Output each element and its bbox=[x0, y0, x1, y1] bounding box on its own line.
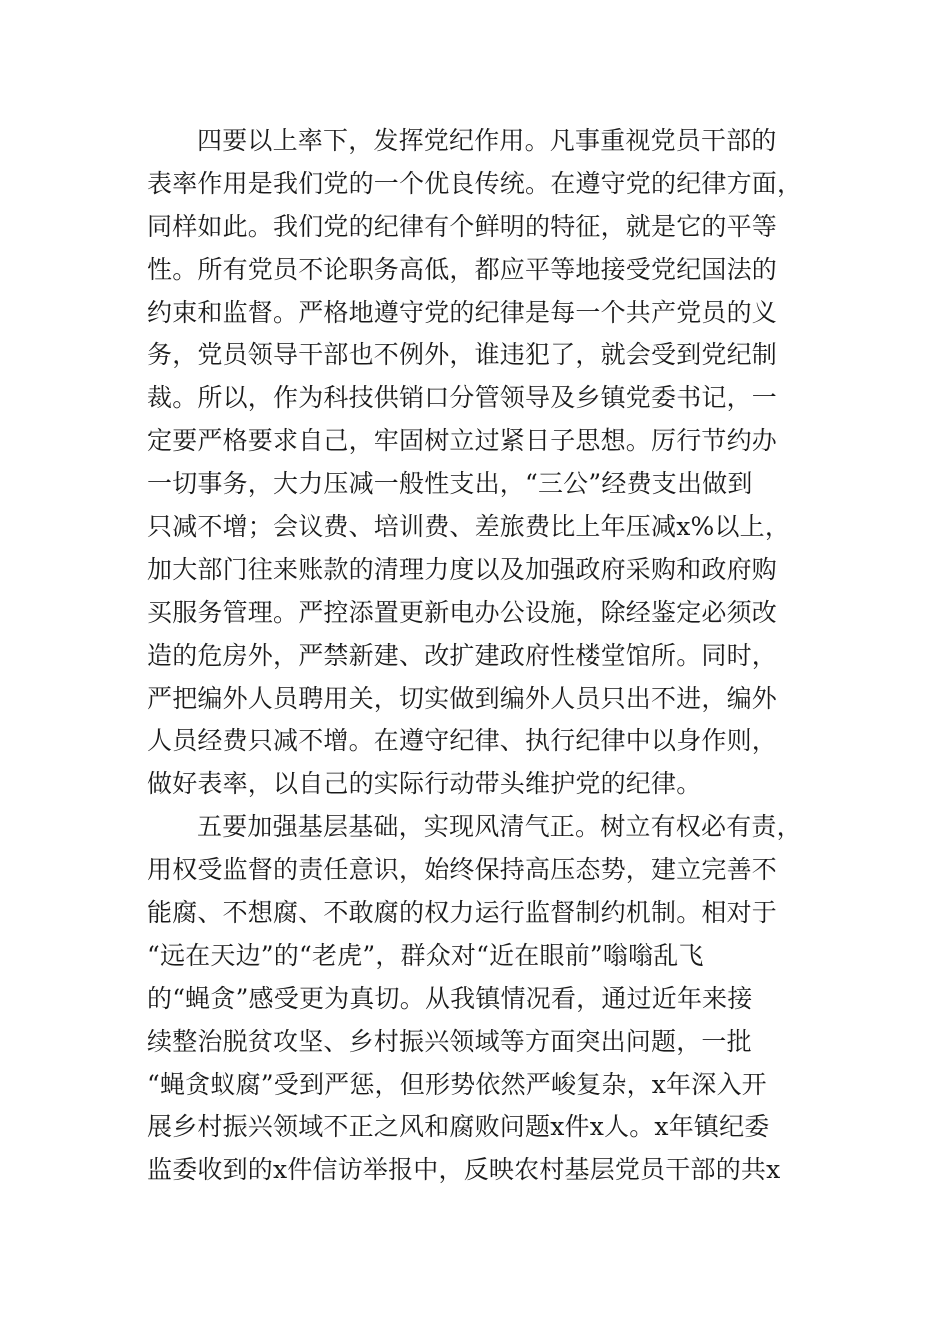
paragraph-1-line-4: 性。所有党员不论职务高低，都应平等地接受党纪国法的 bbox=[147, 254, 778, 284]
paragraph-1-line-12: 买服务管理。严控添置更新电办公设施，除经鉴定必须改 bbox=[147, 597, 778, 627]
paragraph-1-line-3: 同样如此。我们党的纪律有个鲜明的特征，就是它的平等 bbox=[147, 211, 778, 241]
paragraph-1-line-11: 加大部门往来账款的清理力度以及加强政府采购和政府购 bbox=[147, 554, 778, 584]
paragraph-2-line-4: “远在天边”的“老虎”，群众对“近在眼前”嗡嗡乱飞 bbox=[147, 940, 704, 970]
paragraph-2-line-1: 五要加强基层基础，实现风清气正。树立有权必有责， bbox=[197, 812, 802, 842]
paragraph-2-line-7: “蝇贪蚁腐”受到严惩，但形势依然严峻复杂，x年深入开 bbox=[147, 1069, 767, 1099]
paragraph-1-line-14: 严把编外人员聘用关，切实做到编外人员只出不进，编外 bbox=[147, 683, 778, 713]
paragraph-2-line-9: 监委收到的x件信访举报中，反映农村基层党员干部的共x bbox=[147, 1155, 781, 1185]
paragraph-2-line-5: 的“蝇贪”感受更为真切。从我镇情况看，通过近年来接 bbox=[147, 983, 753, 1013]
paragraph-1-line-6: 务，党员领导干部也不例外，谁违犯了，就会受到党纪制 bbox=[147, 340, 778, 370]
document-body bbox=[147, 120, 807, 1192]
paragraph-2-line-3: 能腐、不想腐、不敢腐的权力运行监督制约机制。相对于 bbox=[147, 898, 778, 928]
paragraph-1-line-15: 人员经费只减不增。在遵守纪律、执行纪律中以身作则， bbox=[147, 726, 778, 756]
paragraph-1-line-16: 做好表率，以自己的实际行动带头维护党的纪律。 bbox=[147, 769, 702, 799]
paragraph-1-line-9: 一切事务，大力压减一般性支出，“三公”经费支出做到 bbox=[147, 469, 753, 499]
paragraph-1-line-10: 只减不增；会议费、培训费、差旅费比上年压减x%以上， bbox=[147, 512, 791, 542]
paragraph-2-line-6: 续整治脱贫攻坚、乡村振兴领域等方面突出问题，一批 bbox=[147, 1026, 752, 1056]
paragraph-2-line-2: 用权受监督的责任意识，始终保持高压态势，建立完善不 bbox=[147, 855, 778, 885]
paragraph-1-line-1: 四要以上率下，发挥党纪作用。凡事重视党员干部的 bbox=[197, 126, 777, 155]
paragraph-1-line-8: 定要严格要求自己，牢固树立过紧日子思想。厉行节约办 bbox=[147, 426, 778, 456]
paragraph-1-line-13: 造的危房外，严禁新建、改扩建政府性楼堂馆所。同时， bbox=[147, 640, 778, 670]
paragraph-1-line-2: 表率作用是我们党的一个优良传统。在遵守党的纪律方面， bbox=[147, 168, 803, 198]
paragraph-1-line-7: 裁。所以，作为科技供销口分管领导及乡镇党委书记，一 bbox=[147, 383, 778, 413]
paragraph-2-line-8: 展乡村振兴领域不正之风和腐败问题x件x人。x年镇纪委 bbox=[147, 1112, 770, 1142]
paragraph-1-line-5: 约束和监督。严格地遵守党的纪律是每一个共产党员的义 bbox=[147, 297, 778, 327]
